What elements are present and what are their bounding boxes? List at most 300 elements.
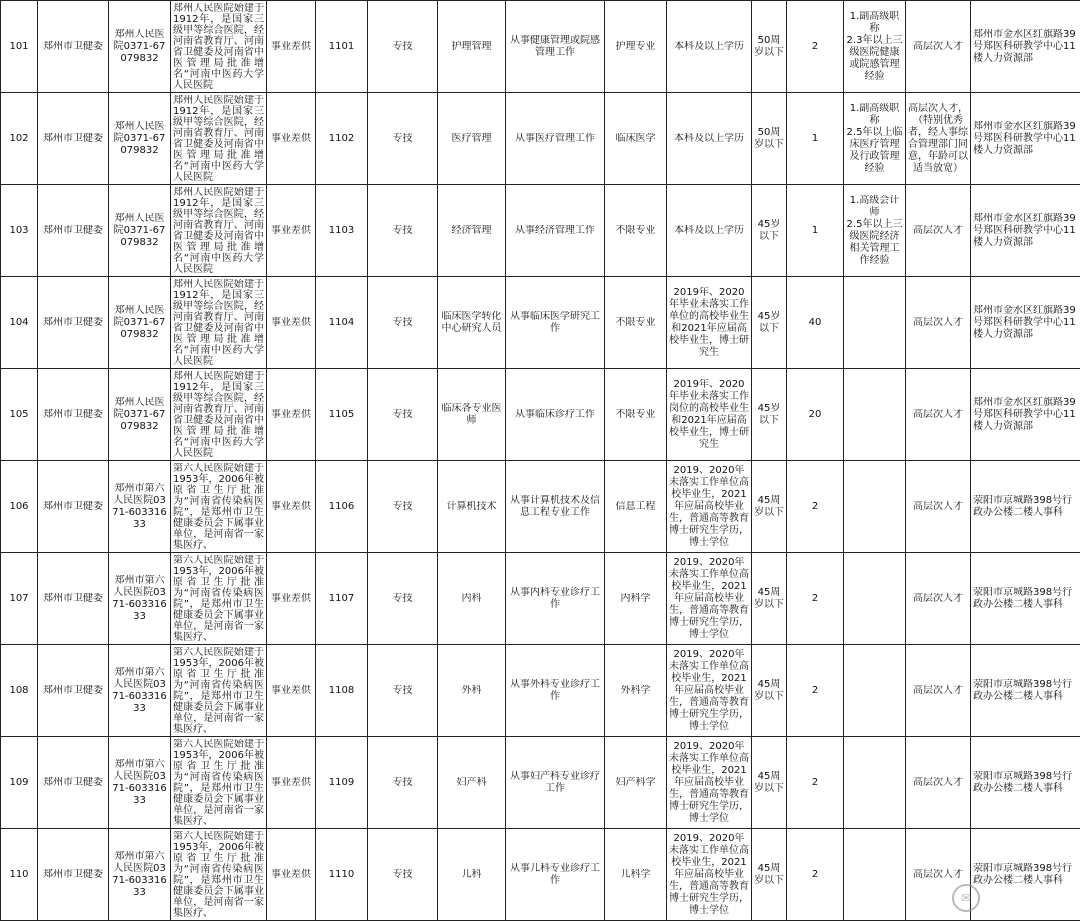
row-number-cell xyxy=(1,93,38,185)
unit-contact-text: 郑州市第六人民医院0371-60331633 xyxy=(112,758,167,806)
table-row xyxy=(1,93,1080,185)
age-cell xyxy=(752,829,787,921)
age-text: 50周岁以下 xyxy=(754,34,784,58)
position-code-text: 1108 xyxy=(328,684,355,696)
position-code-cell xyxy=(316,185,368,277)
headcount-cell xyxy=(787,93,844,185)
row-number-cell xyxy=(1,461,38,553)
duties-cell xyxy=(506,277,605,369)
requirements-cell xyxy=(844,185,906,277)
major-cell xyxy=(605,553,667,645)
unit-description-cell xyxy=(171,829,267,921)
address-cell xyxy=(971,185,1080,277)
position-category-cell xyxy=(368,1,438,93)
headcount-text: 2 xyxy=(811,684,819,696)
department-cell xyxy=(38,553,109,645)
duties-text: 从事外科专业诊疗工作 xyxy=(510,678,600,702)
major-text: 临床医学 xyxy=(615,132,656,144)
major-text: 外科学 xyxy=(620,684,651,696)
department-text: 郑州市卫健委 xyxy=(43,40,103,52)
funding-type-cell xyxy=(267,829,316,921)
row-number-text: 103 xyxy=(9,224,29,236)
unit-description-cell xyxy=(171,1,267,93)
requirements-cell xyxy=(844,93,906,185)
position-code-cell xyxy=(316,277,368,369)
position-name-text: 外科 xyxy=(461,684,482,696)
education-cell xyxy=(667,737,752,829)
talent-type-text: 高层次人才，（特别优秀者，经人事综合管理部门同意，年龄可以适当放宽） xyxy=(908,102,968,174)
position-name-text: 临床各专业医师 xyxy=(441,402,502,426)
position-name-cell xyxy=(438,185,506,277)
funding-type-text: 事业差供 xyxy=(271,500,311,512)
position-name-cell xyxy=(438,461,506,553)
department-text: 郑州市卫健委 xyxy=(43,868,103,880)
headcount-text: 20 xyxy=(808,408,822,420)
age-cell xyxy=(752,369,787,461)
position-category-text: 专技 xyxy=(392,224,413,236)
requirements-text: 1.高级会计师 2.5年以上三级医院经济相关管理工作经验 xyxy=(846,194,903,266)
unit-description-cell xyxy=(171,93,267,185)
headcount-cell xyxy=(787,185,844,277)
unit-description-cell xyxy=(171,553,267,645)
position-category-cell xyxy=(368,553,438,645)
table-row xyxy=(1,553,1080,645)
row-number-cell xyxy=(1,829,38,921)
unit-description-cell xyxy=(171,461,267,553)
unit-contact-text: 郑州人民医院0371-67079832 xyxy=(113,120,166,156)
education-text: 2019年、2020年毕业未落实工作岗位的高校毕业生和2021年应届高校毕业生，博士研究生 xyxy=(669,378,749,450)
education-cell xyxy=(667,93,752,185)
talent-type-text: 高层次人才 xyxy=(913,776,963,788)
talent-type-text: 高层次人才 xyxy=(913,684,963,696)
row-number-text: 105 xyxy=(9,408,29,420)
unit-description-text: 第六人民医院始建于1953年，2006年被原省卫生厅批准为“河南省传染病医院”，是郑州市卫生健康委员会下属事业单位，是河南省一家集医疗、 xyxy=(173,646,264,735)
unit-contact-text: 郑州市第六人民医院0371-60331633 xyxy=(112,574,167,622)
duties-text: 从事妇产科专业诊疗工作 xyxy=(510,770,600,794)
address-cell xyxy=(971,645,1080,737)
address-cell xyxy=(971,369,1080,461)
unit-description-text: 郑州人民医院始建于1912年，是国家三级甲等综合医院，经河南省教育厅、河南省卫健委及河南省中医管理局批准增名“河南中医药大学人民医院 xyxy=(173,186,264,275)
funding-type-text: 事业差供 xyxy=(271,868,311,880)
age-text: 45周岁以下 xyxy=(754,770,784,794)
major-text: 护理专业 xyxy=(615,40,656,52)
education-text: 2019、2020年未落实工作单位高校毕业生，2021年应届高校毕业生，普通高等教育博士研究生学历，博士学位 xyxy=(669,740,749,824)
unit-description-text: 郑州人民医院始建于1912年，是国家三级甲等综合医院，经河南省教育厅、河南省卫健委及河南省中医管理局批准增名“河南中医药大学人民医院 xyxy=(173,2,264,91)
talent-type-cell xyxy=(906,93,971,185)
position-category-cell xyxy=(368,185,438,277)
position-category-cell xyxy=(368,369,438,461)
row-number-text: 104 xyxy=(9,316,29,328)
unit-description-text: 第六人民医院始建于1953年，2006年被原省卫生厅批准为“河南省传染病医院”，是郑州市卫生健康委员会下属事业单位，是河南省一家集医疗、 xyxy=(173,462,264,551)
department-text: 郑州市卫健委 xyxy=(43,500,103,512)
talent-type-cell xyxy=(906,185,971,277)
funding-type-cell xyxy=(267,645,316,737)
talent-type-cell xyxy=(906,645,971,737)
major-cell xyxy=(605,1,667,93)
education-text: 2019、2020年未落实工作单位高校毕业生，2021年应届高校毕业生，普通高等教育博士研究生学历，博士学位 xyxy=(669,464,749,548)
headcount-text: 1 xyxy=(811,224,819,236)
major-text: 不限专业 xyxy=(615,224,656,236)
unit-description-cell xyxy=(171,737,267,829)
position-category-text: 专技 xyxy=(392,132,413,144)
unit-contact-cell xyxy=(109,369,171,461)
position-code-text: 1106 xyxy=(328,500,355,512)
duties-text: 从事内科专业诊疗工作 xyxy=(510,586,600,610)
department-text: 郑州市卫健委 xyxy=(43,224,103,236)
education-text: 2019、2020年未落实工作单位高校毕业生，2021年应届高校毕业生，普通高等教育博士研究生学历，博士学位 xyxy=(669,832,749,916)
age-cell xyxy=(752,1,787,93)
department-cell xyxy=(38,93,109,185)
education-cell xyxy=(667,553,752,645)
talent-type-cell xyxy=(906,1,971,93)
position-name-cell xyxy=(438,737,506,829)
education-cell xyxy=(667,185,752,277)
unit-description-cell xyxy=(171,277,267,369)
education-cell xyxy=(667,829,752,921)
duties-cell xyxy=(506,645,605,737)
row-number-text: 107 xyxy=(9,592,29,604)
major-text: 儿科学 xyxy=(620,868,651,880)
age-text: 45周岁以下 xyxy=(754,494,784,518)
unit-contact-text: 郑州市第六人民医院0371-60331633 xyxy=(112,482,167,530)
unit-contact-cell xyxy=(109,553,171,645)
address-text: 郑州市金水区红旗路39号郑医科研教学中心11楼人力资源部 xyxy=(973,120,1076,156)
position-code-cell xyxy=(316,829,368,921)
position-name-text: 妇产科 xyxy=(456,776,487,788)
major-cell xyxy=(605,461,667,553)
age-cell xyxy=(752,737,787,829)
requirements-cell xyxy=(844,461,906,553)
age-text: 45周岁以下 xyxy=(754,678,784,702)
headcount-cell xyxy=(787,461,844,553)
address-text: 郑州市金水区红旗路39号郑医科研教学中心11楼人力资源部 xyxy=(973,212,1076,248)
table-row xyxy=(1,737,1080,829)
education-cell xyxy=(667,461,752,553)
table-row xyxy=(1,277,1080,369)
talent-type-text: 高层次人才 xyxy=(913,408,963,420)
row-number-cell xyxy=(1,1,38,93)
major-cell xyxy=(605,829,667,921)
duties-text: 从事医疗管理工作 xyxy=(515,132,595,144)
position-code-text: 1101 xyxy=(328,40,355,52)
row-number-cell xyxy=(1,277,38,369)
duties-cell xyxy=(506,369,605,461)
position-code-text: 1107 xyxy=(328,592,355,604)
position-name-text: 计算机技术 xyxy=(446,500,497,512)
headcount-cell xyxy=(787,553,844,645)
table-row xyxy=(1,1,1080,93)
position-code-text: 1102 xyxy=(328,132,355,144)
talent-type-cell xyxy=(906,737,971,829)
headcount-text: 40 xyxy=(808,316,822,328)
address-text: 荥阳市京城路398号行政办公楼二楼人事科 xyxy=(973,586,1073,610)
position-category-cell xyxy=(368,737,438,829)
education-text: 本科及以上学历 xyxy=(674,224,744,236)
education-cell xyxy=(667,645,752,737)
funding-type-cell xyxy=(267,93,316,185)
funding-type-cell xyxy=(267,737,316,829)
talent-type-cell xyxy=(906,277,971,369)
talent-type-text: 高层次人才 xyxy=(913,316,963,328)
position-category-text: 专技 xyxy=(392,592,413,604)
table-row xyxy=(1,185,1080,277)
requirements-cell xyxy=(844,829,906,921)
row-number-text: 108 xyxy=(9,684,29,696)
department-cell xyxy=(38,369,109,461)
row-number-text: 102 xyxy=(9,132,29,144)
position-category-cell xyxy=(368,829,438,921)
position-name-text: 医疗管理 xyxy=(451,132,492,144)
talent-type-text: 高层次人才 xyxy=(913,592,963,604)
position-category-cell xyxy=(368,461,438,553)
major-text: 妇产科学 xyxy=(615,776,656,788)
department-cell xyxy=(38,185,109,277)
duties-cell xyxy=(506,737,605,829)
position-code-cell xyxy=(316,737,368,829)
unit-description-cell xyxy=(171,369,267,461)
unit-contact-text: 郑州人民医院0371-67079832 xyxy=(113,212,166,248)
requirements-cell xyxy=(844,737,906,829)
talent-type-text: 高层次人才 xyxy=(913,500,963,512)
education-text: 2019年、2020年毕业未落实工作单位的高校毕业生和2021年应届高校毕业生，博士研究生 xyxy=(669,286,749,358)
position-code-cell xyxy=(316,461,368,553)
row-number-cell xyxy=(1,553,38,645)
table-row xyxy=(1,829,1080,921)
unit-contact-text: 郑州市第六人民医院0371-60331633 xyxy=(112,850,167,898)
position-name-cell xyxy=(438,1,506,93)
major-text: 内科学 xyxy=(620,592,651,604)
major-text: 不限专业 xyxy=(615,408,656,420)
department-cell xyxy=(38,645,109,737)
requirements-cell xyxy=(844,277,906,369)
address-cell xyxy=(971,553,1080,645)
duties-cell xyxy=(506,553,605,645)
duties-text: 从事计算机技术及信息工程专业工作 xyxy=(510,494,600,518)
position-category-text: 专技 xyxy=(392,408,413,420)
unit-description-cell xyxy=(171,185,267,277)
department-text: 郑州市卫健委 xyxy=(43,776,103,788)
education-text: 本科及以上学历 xyxy=(674,132,744,144)
row-number-cell xyxy=(1,369,38,461)
position-name-cell xyxy=(438,645,506,737)
row-number-text: 109 xyxy=(9,776,29,788)
education-cell xyxy=(667,277,752,369)
headcount-cell xyxy=(787,369,844,461)
talent-type-cell xyxy=(906,829,971,921)
age-text: 45岁以下 xyxy=(757,218,781,242)
unit-contact-cell xyxy=(109,461,171,553)
unit-contact-cell xyxy=(109,93,171,185)
row-number-cell xyxy=(1,737,38,829)
address-cell xyxy=(971,737,1080,829)
position-category-text: 专技 xyxy=(392,776,413,788)
requirements-text: 1.副高级职称 2.5年以上临床医疗管理及行政管理经验 xyxy=(846,102,903,174)
headcount-cell xyxy=(787,737,844,829)
row-number-cell xyxy=(1,185,38,277)
position-code-text: 1105 xyxy=(328,408,355,420)
position-name-text: 临床医学转化中心研究人员 xyxy=(441,310,502,334)
unit-contact-cell xyxy=(109,185,171,277)
unit-contact-text: 郑州人民医院0371-67079832 xyxy=(113,396,166,432)
unit-description-cell xyxy=(171,645,267,737)
chat-bubble-icon: ✉ xyxy=(952,884,980,912)
unit-contact-cell xyxy=(109,829,171,921)
age-cell xyxy=(752,645,787,737)
funding-type-text: 事业差供 xyxy=(271,224,311,236)
unit-description-text: 郑州人民医院始建于1912年，是国家三级甲等综合医院，经河南省教育厅、河南省卫健委及河南省中医管理局批准增名“河南中医药大学人民医院 xyxy=(173,370,264,459)
address-cell xyxy=(971,829,1080,921)
position-code-text: 1103 xyxy=(328,224,355,236)
position-name-cell xyxy=(438,93,506,185)
address-cell xyxy=(971,277,1080,369)
table-row xyxy=(1,369,1080,461)
major-cell xyxy=(605,277,667,369)
unit-contact-text: 郑州市第六人民医院0371-60331633 xyxy=(112,666,167,714)
funding-type-cell xyxy=(267,185,316,277)
unit-description-text: 第六人民医院始建于1953年，2006年被原省卫生厅批准为“河南省传染病医院”，是郑州市卫生健康委员会下属事业单位，是河南省一家集医疗、 xyxy=(173,830,264,919)
education-text: 2019、2020年未落实工作单位高校毕业生，2021年应届高校毕业生，普通高等教育博士研究生学历，博士学位 xyxy=(669,648,749,732)
age-text: 45周岁以下 xyxy=(754,586,784,610)
department-text: 郑州市卫健委 xyxy=(43,592,103,604)
age-text: 45周岁以下 xyxy=(754,862,784,886)
major-cell xyxy=(605,185,667,277)
education-cell xyxy=(667,1,752,93)
position-category-text: 专技 xyxy=(392,316,413,328)
unit-description-text: 第六人民医院始建于1953年，2006年被原省卫生厅批准为“河南省传染病医院”，是郑州市卫生健康委员会下属事业单位，是河南省一家集医疗、 xyxy=(173,554,264,643)
requirements-cell xyxy=(844,369,906,461)
talent-type-cell xyxy=(906,461,971,553)
duties-text: 从事临床医学研究工作 xyxy=(510,310,600,334)
duties-cell xyxy=(506,93,605,185)
unit-description-text: 第六人民医院始建于1953年，2006年被原省卫生厅批准为“河南省传染病医院”，是郑州市卫生健康委员会下属事业单位，是河南省一家集医疗、 xyxy=(173,738,264,827)
position-code-cell xyxy=(316,93,368,185)
department-cell xyxy=(38,1,109,93)
headcount-text: 1 xyxy=(811,132,819,144)
funding-type-cell xyxy=(267,553,316,645)
age-text: 45岁以下 xyxy=(757,402,781,426)
department-cell xyxy=(38,277,109,369)
education-text: 本科及以上学历 xyxy=(674,40,744,52)
unit-contact-text: 郑州人民医院0371-67079832 xyxy=(113,304,166,340)
talent-type-cell xyxy=(906,369,971,461)
department-cell xyxy=(38,829,109,921)
position-category-cell xyxy=(368,645,438,737)
position-code-text: 1104 xyxy=(328,316,355,328)
table-row xyxy=(1,645,1080,737)
address-text: 荥阳市京城路398号行政办公楼二楼人事科 xyxy=(973,678,1073,702)
talent-type-text: 高层次人才 xyxy=(913,868,963,880)
position-code-text: 1110 xyxy=(328,868,355,880)
funding-type-cell xyxy=(267,461,316,553)
headcount-cell xyxy=(787,829,844,921)
position-category-text: 专技 xyxy=(392,500,413,512)
funding-type-text: 事业差供 xyxy=(271,776,311,788)
age-cell xyxy=(752,185,787,277)
unit-contact-cell xyxy=(109,277,171,369)
requirements-cell xyxy=(844,553,906,645)
major-cell xyxy=(605,369,667,461)
duties-text: 从事儿科专业诊疗工作 xyxy=(510,862,600,886)
funding-type-cell xyxy=(267,1,316,93)
unit-contact-cell xyxy=(109,1,171,93)
address-text: 郑州市金水区红旗路39号郑医科研教学中心11楼人力资源部 xyxy=(973,304,1076,340)
address-cell xyxy=(971,1,1080,93)
position-name-text: 护理管理 xyxy=(451,40,492,52)
requirements-cell xyxy=(844,645,906,737)
department-text: 郑州市卫健委 xyxy=(43,684,103,696)
position-code-cell xyxy=(316,369,368,461)
duties-text: 从事健康管理或院感管理工作 xyxy=(510,34,600,58)
age-text: 50周岁以下 xyxy=(754,126,784,150)
position-code-cell xyxy=(316,645,368,737)
department-cell xyxy=(38,737,109,829)
address-cell xyxy=(971,93,1080,185)
position-name-text: 儿科 xyxy=(461,868,482,880)
unit-description-text: 郑州人民医院始建于1912年，是国家三级甲等综合医院，经河南省教育厅、河南省卫健委及河南省中医管理局批准增名“河南中医药大学人民医院 xyxy=(173,94,264,183)
age-cell xyxy=(752,461,787,553)
position-category-cell xyxy=(368,93,438,185)
duties-cell xyxy=(506,461,605,553)
unit-description-text: 郑州人民医院始建于1912年，是国家三级甲等综合医院，经河南省教育厅、河南省卫健委及河南省中医管理局批准增名“河南中医药大学人民医院 xyxy=(173,278,264,367)
department-text: 郑州市卫健委 xyxy=(43,132,103,144)
row-number-text: 106 xyxy=(9,500,29,512)
major-cell xyxy=(605,737,667,829)
row-number-text: 110 xyxy=(9,868,29,880)
funding-type-cell xyxy=(267,277,316,369)
address-cell xyxy=(971,461,1080,553)
funding-type-text: 事业差供 xyxy=(271,40,311,52)
position-name-cell xyxy=(438,277,506,369)
position-code-text: 1109 xyxy=(328,776,355,788)
table-body xyxy=(1,1,1080,921)
headcount-cell xyxy=(787,645,844,737)
major-cell xyxy=(605,645,667,737)
position-name-cell xyxy=(438,369,506,461)
funding-type-text: 事业差供 xyxy=(271,408,311,420)
position-category-cell xyxy=(368,277,438,369)
talent-type-cell xyxy=(906,553,971,645)
headcount-cell xyxy=(787,277,844,369)
headcount-text: 2 xyxy=(811,500,819,512)
position-name-text: 内科 xyxy=(461,592,482,604)
duties-text: 从事临床诊疗工作 xyxy=(515,408,595,420)
table-row xyxy=(1,461,1080,553)
position-name-cell xyxy=(438,553,506,645)
position-category-text: 专技 xyxy=(392,684,413,696)
duties-cell xyxy=(506,185,605,277)
position-category-text: 专技 xyxy=(392,40,413,52)
talent-type-text: 高层次人才 xyxy=(913,224,963,236)
unit-contact-cell xyxy=(109,737,171,829)
duties-cell xyxy=(506,829,605,921)
department-text: 郑州市卫健委 xyxy=(43,316,103,328)
duties-text: 从事经济管理工作 xyxy=(515,224,595,236)
duties-cell xyxy=(506,1,605,93)
age-text: 45岁以下 xyxy=(757,310,781,334)
department-text: 郑州市卫健委 xyxy=(43,408,103,420)
position-name-cell xyxy=(438,829,506,921)
headcount-text: 2 xyxy=(811,40,819,52)
talent-type-text: 高层次人才 xyxy=(913,40,963,52)
position-category-text: 专技 xyxy=(392,868,413,880)
row-number-cell xyxy=(1,645,38,737)
education-cell xyxy=(667,369,752,461)
address-text: 荥阳市京城路398号行政办公楼二楼人事科 xyxy=(973,862,1073,886)
headcount-cell xyxy=(787,1,844,93)
funding-type-text: 事业差供 xyxy=(271,592,311,604)
headcount-text: 2 xyxy=(811,868,819,880)
headcount-text: 2 xyxy=(811,776,819,788)
